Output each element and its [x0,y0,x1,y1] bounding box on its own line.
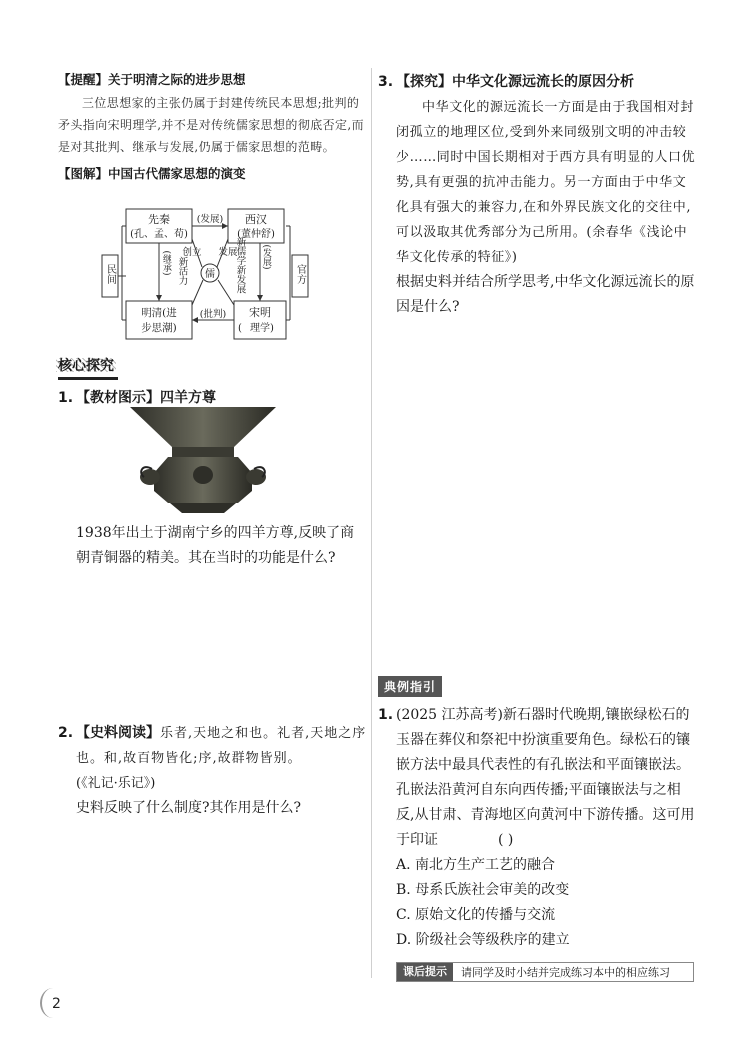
q2-number: 2. [58,725,74,741]
question-3 [378,70,696,95]
q2-quote: 乐者,天地之和也。礼者,天地之序也。和,故百物皆化;序,故群物皆别。 [76,726,367,766]
label-fazhan-center: 发展 [218,247,238,258]
label-xihan-sub: (董仲舒) [237,229,275,240]
q1-text: 1938年出土于湖南宁乡的四羊方尊,反映了商朝青铜器的精美。其在当时的功能是什么? [76,525,355,566]
dianli-label: 典例指引 [378,676,442,697]
label-ru: 儒 [205,269,215,280]
label-xihan: 西汉 [245,213,267,226]
label-xianqin-sub: (孔、孟、荀) [130,229,188,240]
q1-title: 【教材图示】四羊方尊 [76,390,216,406]
option-d[interactable]: D. 阶级社会等级秩序的建立 [396,932,570,948]
page-number: 2 [52,996,61,1012]
label-jicheng: (继承) [161,250,171,276]
label-songming-open: ( [238,323,242,334]
q2-question: 史料反映了什么制度?其作用是什么? [76,800,302,816]
label-guanfang: 官方 [294,264,306,284]
ex-text: (2025 江苏高考)新石器时代晚期,镶嵌绿松石的玉器在葬仪和祭祀中扮演重要角色。绿松石的镶嵌方法中最具代表性的有孔嵌法和平面镶嵌法。孔嵌法沿黄河自东向西传播;平面镶嵌法与之相反,从甘肃、青海地区向黄河中下游传播。这可用于印证 [396,707,695,848]
label-songming: 宋明 [249,306,271,319]
tip-text: 请同学及时小结并完成练习本中的相应练习 [461,966,670,979]
tixing-text: 三位思想家的主张仍属于封建传统民本思想;批判的矛头指向宋明理学,并不是对传统儒家思想的彻底否定,而是对其批判、继承与发展,仍属于儒家思想的范畴。 [58,96,365,154]
q3-question: 根据史料并结合所学思考,中华文化源远流长的原因是什么? [396,274,695,315]
column-divider [371,68,372,978]
right-column [378,70,696,320]
label-mingqing: 明清(进 [141,307,177,319]
q3-title: 【探究】中华文化源远流长的原因分析 [396,74,634,90]
ex-number: 1. [378,707,394,723]
label-songming-sub: 理学) [250,323,274,334]
question-2 [58,721,368,821]
label-xianqin: 先秦 [148,213,170,226]
hexin-title: 核心探究 [58,355,118,380]
tixing-label: 【提醒】关于明清之际的进步思想 [58,72,246,87]
answer-bracket[interactable]: ( ) [498,832,514,848]
tujie-label: 【图解】中国古代儒家思想的演变 [58,166,246,181]
q1-number: 1. [58,390,74,406]
option-c[interactable]: C. 原始文化的传播与交流 [396,907,556,923]
label-fazhan-side: (发展) [261,244,271,270]
label-fazhan-top: (发展) [196,214,224,225]
q2-source: (《礼记·乐记》) [76,776,156,791]
option-b[interactable]: B. 母系氏族社会审美的改变 [396,882,570,898]
label-pipan: (批判) [199,309,227,320]
option-a[interactable]: A. 南北方生产工艺的融合 [396,857,556,873]
label-chuangli: 创立 [182,247,202,258]
q2-title: 【史料阅读】 [76,725,160,741]
four-goat-zun-image [112,403,294,515]
label-xin-huoli: 新活力 [176,256,188,286]
q1-body [76,521,366,571]
after-class-tip [396,962,694,982]
label-mingqing-sub: 步思潮) [141,322,177,334]
example-section [378,676,696,953]
tip-tag: 课后提示 [397,963,453,981]
q3-quote: 中华文化的源远流长一方面是由于我国相对封闭孤立的地理区位,受到外来同级别文明的冲击较少……同时中国长期相对于西方具有明显的人口优势,具有更强的抗冲击能力。另一方面由于中华文化具有强大的兼容力,在和外界民族文化的交往中,可以汲取其优秀部分为己所用。(余春华《浅论中华文化传承的特征》) [396,100,696,265]
confucian-evolution-diagram [100,205,340,345]
q3-number: 3. [378,74,394,90]
label-xin-ruxue: 新儒学新发展 [234,236,246,294]
example-question [378,703,696,853]
left-column [58,70,368,182]
label-minjian: 民间 [104,264,116,284]
